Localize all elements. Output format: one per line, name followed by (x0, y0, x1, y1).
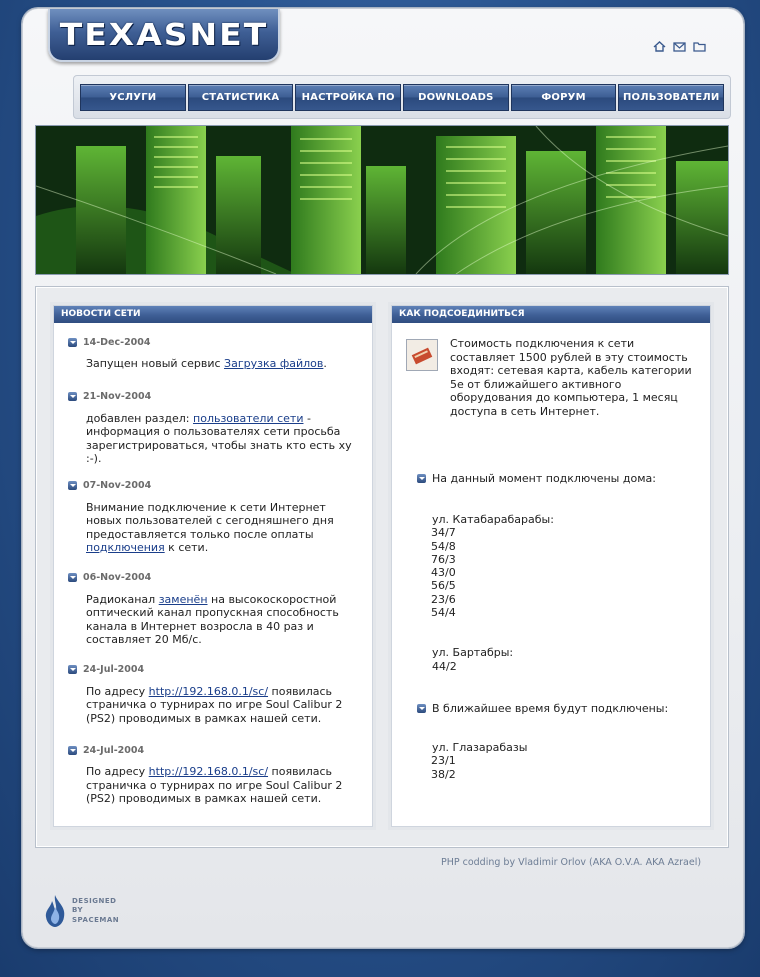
news-item (68, 571, 372, 647)
news-link[interactable]: заменён (158, 592, 208, 606)
news-link[interactable]: пользователи сети (193, 411, 304, 425)
mail-icon[interactable] (673, 41, 686, 52)
news-item (68, 335, 372, 371)
news-date: 21-Nov-2004 (83, 391, 152, 402)
home-icon[interactable] (653, 41, 666, 52)
news-text: По адресу http://192.168.0.1/sc/ появилась страничка о турнирах по игре Soul Calibur 2 (PS2) проводимых в рамках нашей сети. (86, 765, 343, 805)
news-text: добавлен раздел: пользователи сети - информация о пользователях сети просьба зарегистрироваться, чтобы знать кто есть ху :-). (86, 411, 352, 465)
nav-item-software-setup[interactable]: НАСТРОЙКА ПО (295, 84, 401, 111)
nav-item-downloads[interactable]: DOWNLOADS (403, 84, 509, 111)
news-item (68, 390, 372, 466)
house-number: 44/2 (432, 659, 457, 673)
street-block (432, 646, 710, 673)
arrow-bullet-icon (68, 392, 77, 401)
street-name: ул. Глазарабазы (432, 740, 528, 754)
arrow-bullet-icon (68, 573, 77, 582)
house-number: 23/6 (431, 592, 456, 606)
news-item (68, 743, 372, 806)
news-text: Внимание подключение к сети Интернет новых пользователей с сегодняшнего дня предоставляется только после оплаты подключения к сети. (86, 500, 334, 554)
logo-text: TEXASNET (59, 16, 269, 53)
arrow-bullet-icon (68, 481, 77, 490)
connect-panel-title: КАК ПОДСОЕДИНИТЬСЯ (392, 306, 710, 323)
house-number: 76/3 (431, 552, 456, 566)
arrow-bullet-icon (68, 665, 77, 674)
street-block (432, 513, 710, 619)
upcoming-heading: В ближайшее время будут подключены: (417, 702, 710, 715)
house-number: 43/0 (431, 566, 456, 580)
arrow-bullet-icon (68, 746, 77, 755)
street-block (432, 741, 710, 781)
house-number: 54/4 (431, 606, 456, 620)
house-number: 23/1 (431, 754, 456, 768)
arrow-bullet-icon (68, 338, 77, 347)
nav-item-forum[interactable]: ФОРУМ (511, 84, 617, 111)
flame-logo-icon (42, 893, 68, 929)
news-link[interactable]: http://192.168.0.1/sc/ (148, 684, 269, 698)
street-name: ул. Катабарабарабы: (432, 513, 554, 526)
designed-by-badge: DESIGNED BY SPACEMAN (42, 893, 119, 929)
house-number: 38/2 (431, 767, 456, 781)
news-date: 24-Jul-2004 (83, 664, 145, 675)
news-item (68, 663, 372, 726)
footer-credit: PHP codding by Vladimir Orlov (AKA O.V.A. AKA Azrael) (441, 857, 702, 868)
news-list (54, 323, 372, 806)
site-logo[interactable] (48, 9, 280, 62)
banner-illustration (36, 126, 728, 274)
network-card-icon (406, 339, 438, 371)
news-text: Запущен новый сервис Загрузка файлов. (86, 357, 327, 370)
arrow-bullet-icon (417, 474, 426, 483)
news-date: 07-Nov-2004 (83, 480, 152, 491)
nav-item-users[interactable]: ПОЛЬЗОВАТЕЛИ (618, 84, 724, 111)
connect-description: Стоимость подключения к сети составляет 1500 рублей в эту стоимость входят: сетевая карта, кабель категории 5е от ближайшего активного оборудования до компьютера, 1 месяц доступа в сеть Интернет. (450, 337, 692, 418)
news-date: 06-Nov-2004 (83, 572, 152, 583)
news-item (68, 479, 372, 555)
top-icons (653, 41, 706, 52)
news-date: 14-Dec-2004 (83, 336, 151, 348)
street-name: ул. Бартабры: (432, 646, 514, 660)
news-link[interactable]: http://192.168.0.1/sc/ (148, 765, 269, 778)
news-panel (53, 305, 373, 827)
house-number: 54/8 (431, 539, 456, 553)
nav-item-statistics[interactable]: СТАТИСТИКА (188, 84, 294, 111)
news-link[interactable]: Загрузка файлов (224, 357, 324, 370)
connected-heading: На данный момент подключены дома: (417, 472, 710, 485)
news-date: 24-Jul-2004 (83, 744, 145, 756)
nav-item-services[interactable]: УСЛУГИ (80, 84, 186, 111)
news-link[interactable]: подключения (86, 541, 165, 554)
house-number: 56/5 (431, 579, 456, 593)
main-nav (80, 84, 724, 109)
arrow-bullet-icon (417, 704, 426, 713)
news-text: По адресу http://192.168.0.1/sc/ появилась страничка о турнирах по игре Soul Calibur 2 (PS2) проводимых в рамках нашей сети. (86, 684, 343, 725)
news-panel-title: НОВОСТИ СЕТИ (54, 306, 372, 323)
connect-panel (391, 305, 711, 827)
folder-icon[interactable] (693, 41, 706, 52)
city-banner-image (35, 125, 729, 275)
news-text: Радиоканал заменён на высокоскоростной оптический канал пропускная способность канала в Интернет возросла в 40 раз и составляет 20 Мб/с. (86, 592, 339, 646)
house-number: 34/7 (431, 526, 456, 540)
